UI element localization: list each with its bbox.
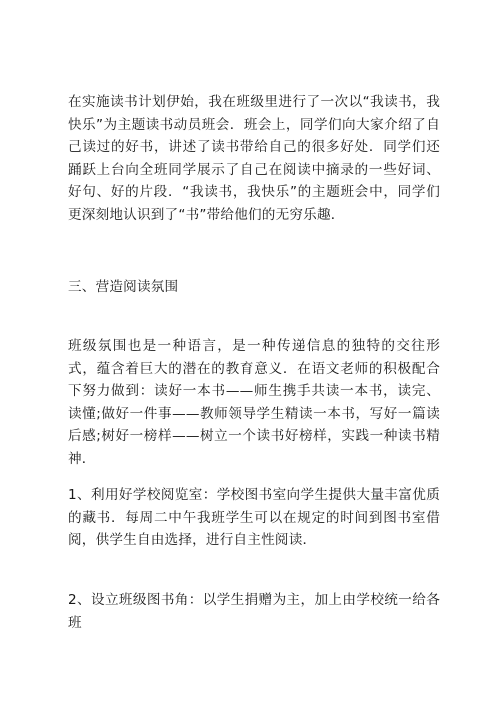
paragraph-class-book-corner: 2、设立班级图书角：以学生捐赠为主，加上由学校统一给各班 — [68, 592, 440, 631]
paragraph-reading-room: 1、利用好学校阅览室：学校图书室向学生提供大量丰富优质的藏书．每周二中午我班学生可以在规定的时间到图书室借阅，供学生自由选择，进行自主性阅读． — [68, 487, 440, 549]
paragraph-class-atmosphere: 班级氛围也是一种语言，是一种传递信息的独特的交往形式，蕴含着巨大的潜在的教育意义．在语文老师的积极配合下努力做到：读好一本书——师生携手共读一本书，读完、读懂;做好一件事——教师领导学生精读一本书，写好一篇读后感;树好一榜样——树立一个读书好榜样，实践一种读书精神． — [68, 338, 440, 467]
paragraph-class-meeting: 在实施读书计划伊始，我在班级里进行了一次以“我读书，我快乐”为主题读书动员班会．班会上，同学们向大家介绍了自己读过的好书，讲述了读书带给自己的很多好处．同学们还踊跃上台向全班同学展示了自己在阅读中摘录的一些好词、好句、好的片段．“我读书，我快乐”的主题班会中，同学们更深刻地认识到了“书”带给他们的无穷乐趣． — [68, 94, 440, 223]
section-heading-reading-atmosphere: 三、营造阅读氛围 — [68, 279, 179, 295]
